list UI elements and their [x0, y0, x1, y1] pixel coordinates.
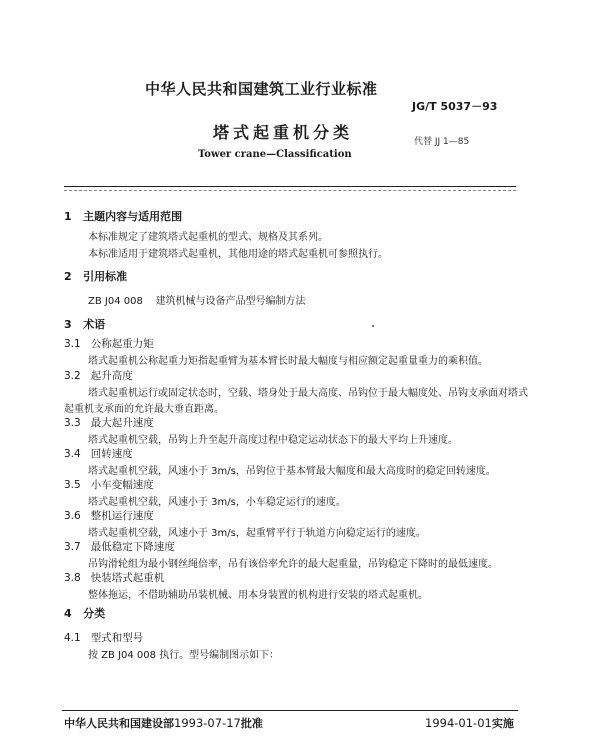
section-title: 术语 — [83, 318, 106, 331]
clause-number: 3.6 — [64, 510, 81, 522]
document-title: 塔式起重机分类 — [213, 123, 354, 142]
clause-title: 回转速度 — [90, 448, 133, 460]
section-number: 4 — [64, 607, 72, 620]
paragraph: 塔式起重机空载，风速小于 3m/s，起重臂平行于轨道方向稳定运行的速度。 — [88, 528, 426, 539]
reference-entry — [88, 292, 306, 307]
section-title: 分类 — [83, 607, 106, 620]
standard-title: 中华人民共和国建筑工业行业标准 — [145, 80, 378, 98]
header-divider-secondary — [64, 190, 516, 191]
paragraph: 塔式起重机空载，风速小于 3m/s，吊钩位于基本臂最大幅度和最大高度时的稳定回转速度。 — [88, 466, 496, 477]
approval-line — [64, 715, 263, 731]
clause-title: 最大起升速度 — [90, 417, 154, 429]
clause-3-2-heading — [64, 368, 133, 383]
implementation-line — [425, 715, 514, 731]
speck — [372, 325, 374, 327]
clause-title: 小车变幅速度 — [90, 479, 154, 491]
paragraph: 本标准规定了建筑塔式起重机的型式、规格及其系列。 — [88, 232, 328, 243]
clause-3-7-heading — [64, 539, 175, 554]
paragraph: 塔式起重机空载，风速小于 3m/s，小车稳定运行的速度。 — [88, 497, 346, 508]
clause-number: 3.2 — [64, 370, 81, 382]
clause-title: 最低稳定下降速度 — [90, 541, 175, 553]
clause-title: 整机运行速度 — [90, 510, 154, 522]
clause-3-4-heading — [64, 446, 133, 461]
clause-title: 公称起重力矩 — [90, 338, 154, 350]
clause-title: 型式和型号 — [90, 632, 144, 644]
section-2-heading — [64, 268, 127, 284]
paragraph: 塔式起重机空载，吊钩上升至起升高度过程中稳定运动状态下的最大平均上升速度。 — [88, 435, 458, 446]
reference-code: ZB J04 008 — [88, 296, 143, 307]
header-divider — [64, 186, 516, 187]
clause-number: 3.1 — [64, 338, 81, 350]
section-1-heading — [64, 208, 182, 224]
approval-label: 批准 — [240, 717, 263, 730]
issuing-authority: 中华人民共和国建设部 — [64, 717, 174, 730]
clause-number: 3.5 — [64, 479, 81, 491]
clause-number: 4.1 — [64, 632, 81, 644]
clause-number: 3.4 — [64, 448, 81, 460]
section-title: 引用标准 — [83, 270, 128, 283]
clause-3-1-heading — [64, 336, 154, 351]
paragraph: 按 ZB J04 008 执行。型号编制图示如下： — [88, 650, 280, 661]
paragraph: 吊钩滑轮组为最小钢丝绳倍率，吊有该倍率允许的最大起重量，吊钩稳定下降时的最低速度。 — [88, 559, 498, 570]
clause-title: 起升高度 — [90, 370, 133, 382]
paragraph: 塔式起重机公称起重力矩指起重臂为基本臂长时最大幅度与相应额定起重量重力的乘积值。 — [88, 356, 488, 367]
approval-date: 1993-07-17 — [174, 716, 241, 730]
clause-3-3-heading — [64, 415, 154, 430]
replaces-note: 代替 JJ 1—85 — [414, 137, 470, 147]
section-number: 1 — [64, 210, 72, 223]
clause-3-8-heading — [64, 570, 164, 585]
implementation-label: 实施 — [491, 717, 514, 730]
clause-3-5-heading — [64, 477, 154, 492]
clause-4-1-heading — [64, 630, 143, 645]
clause-3-6-heading — [64, 508, 154, 523]
footer-divider — [62, 710, 518, 711]
section-title: 主题内容与适用范围 — [83, 210, 183, 223]
section-number: 2 — [64, 270, 72, 283]
clause-title: 快装塔式起重机 — [90, 572, 165, 584]
standard-code: JG/T 5037－93 — [412, 100, 498, 113]
implementation-date: 1994-01-01 — [425, 716, 492, 730]
section-4-heading — [64, 605, 105, 621]
paragraph-continuation: 起重机支承面的允许最大垂直距离。 — [64, 404, 224, 415]
clause-number: 3.7 — [64, 541, 81, 553]
reference-title: 建筑机械与设备产品型号编制方法 — [155, 296, 306, 307]
paragraph: 整体拖运，不借助辅助吊装机械、用本身装置的机构进行安装的塔式起重机。 — [88, 590, 428, 601]
paragraph: 本标准适用于建筑塔式起重机，其他用途的塔式起重机可参照执行。 — [88, 249, 388, 260]
clause-number: 3.8 — [64, 572, 81, 584]
english-title: Tower crane—Classification — [198, 149, 352, 160]
clause-number: 3.3 — [64, 417, 81, 429]
paragraph: 塔式起重机运行或固定状态时，空载、塔身处于最大高度、吊钩位于最大幅度处、吊钩支承面对塔式 — [88, 388, 528, 399]
section-number: 3 — [64, 318, 72, 331]
section-3-heading — [64, 316, 105, 332]
